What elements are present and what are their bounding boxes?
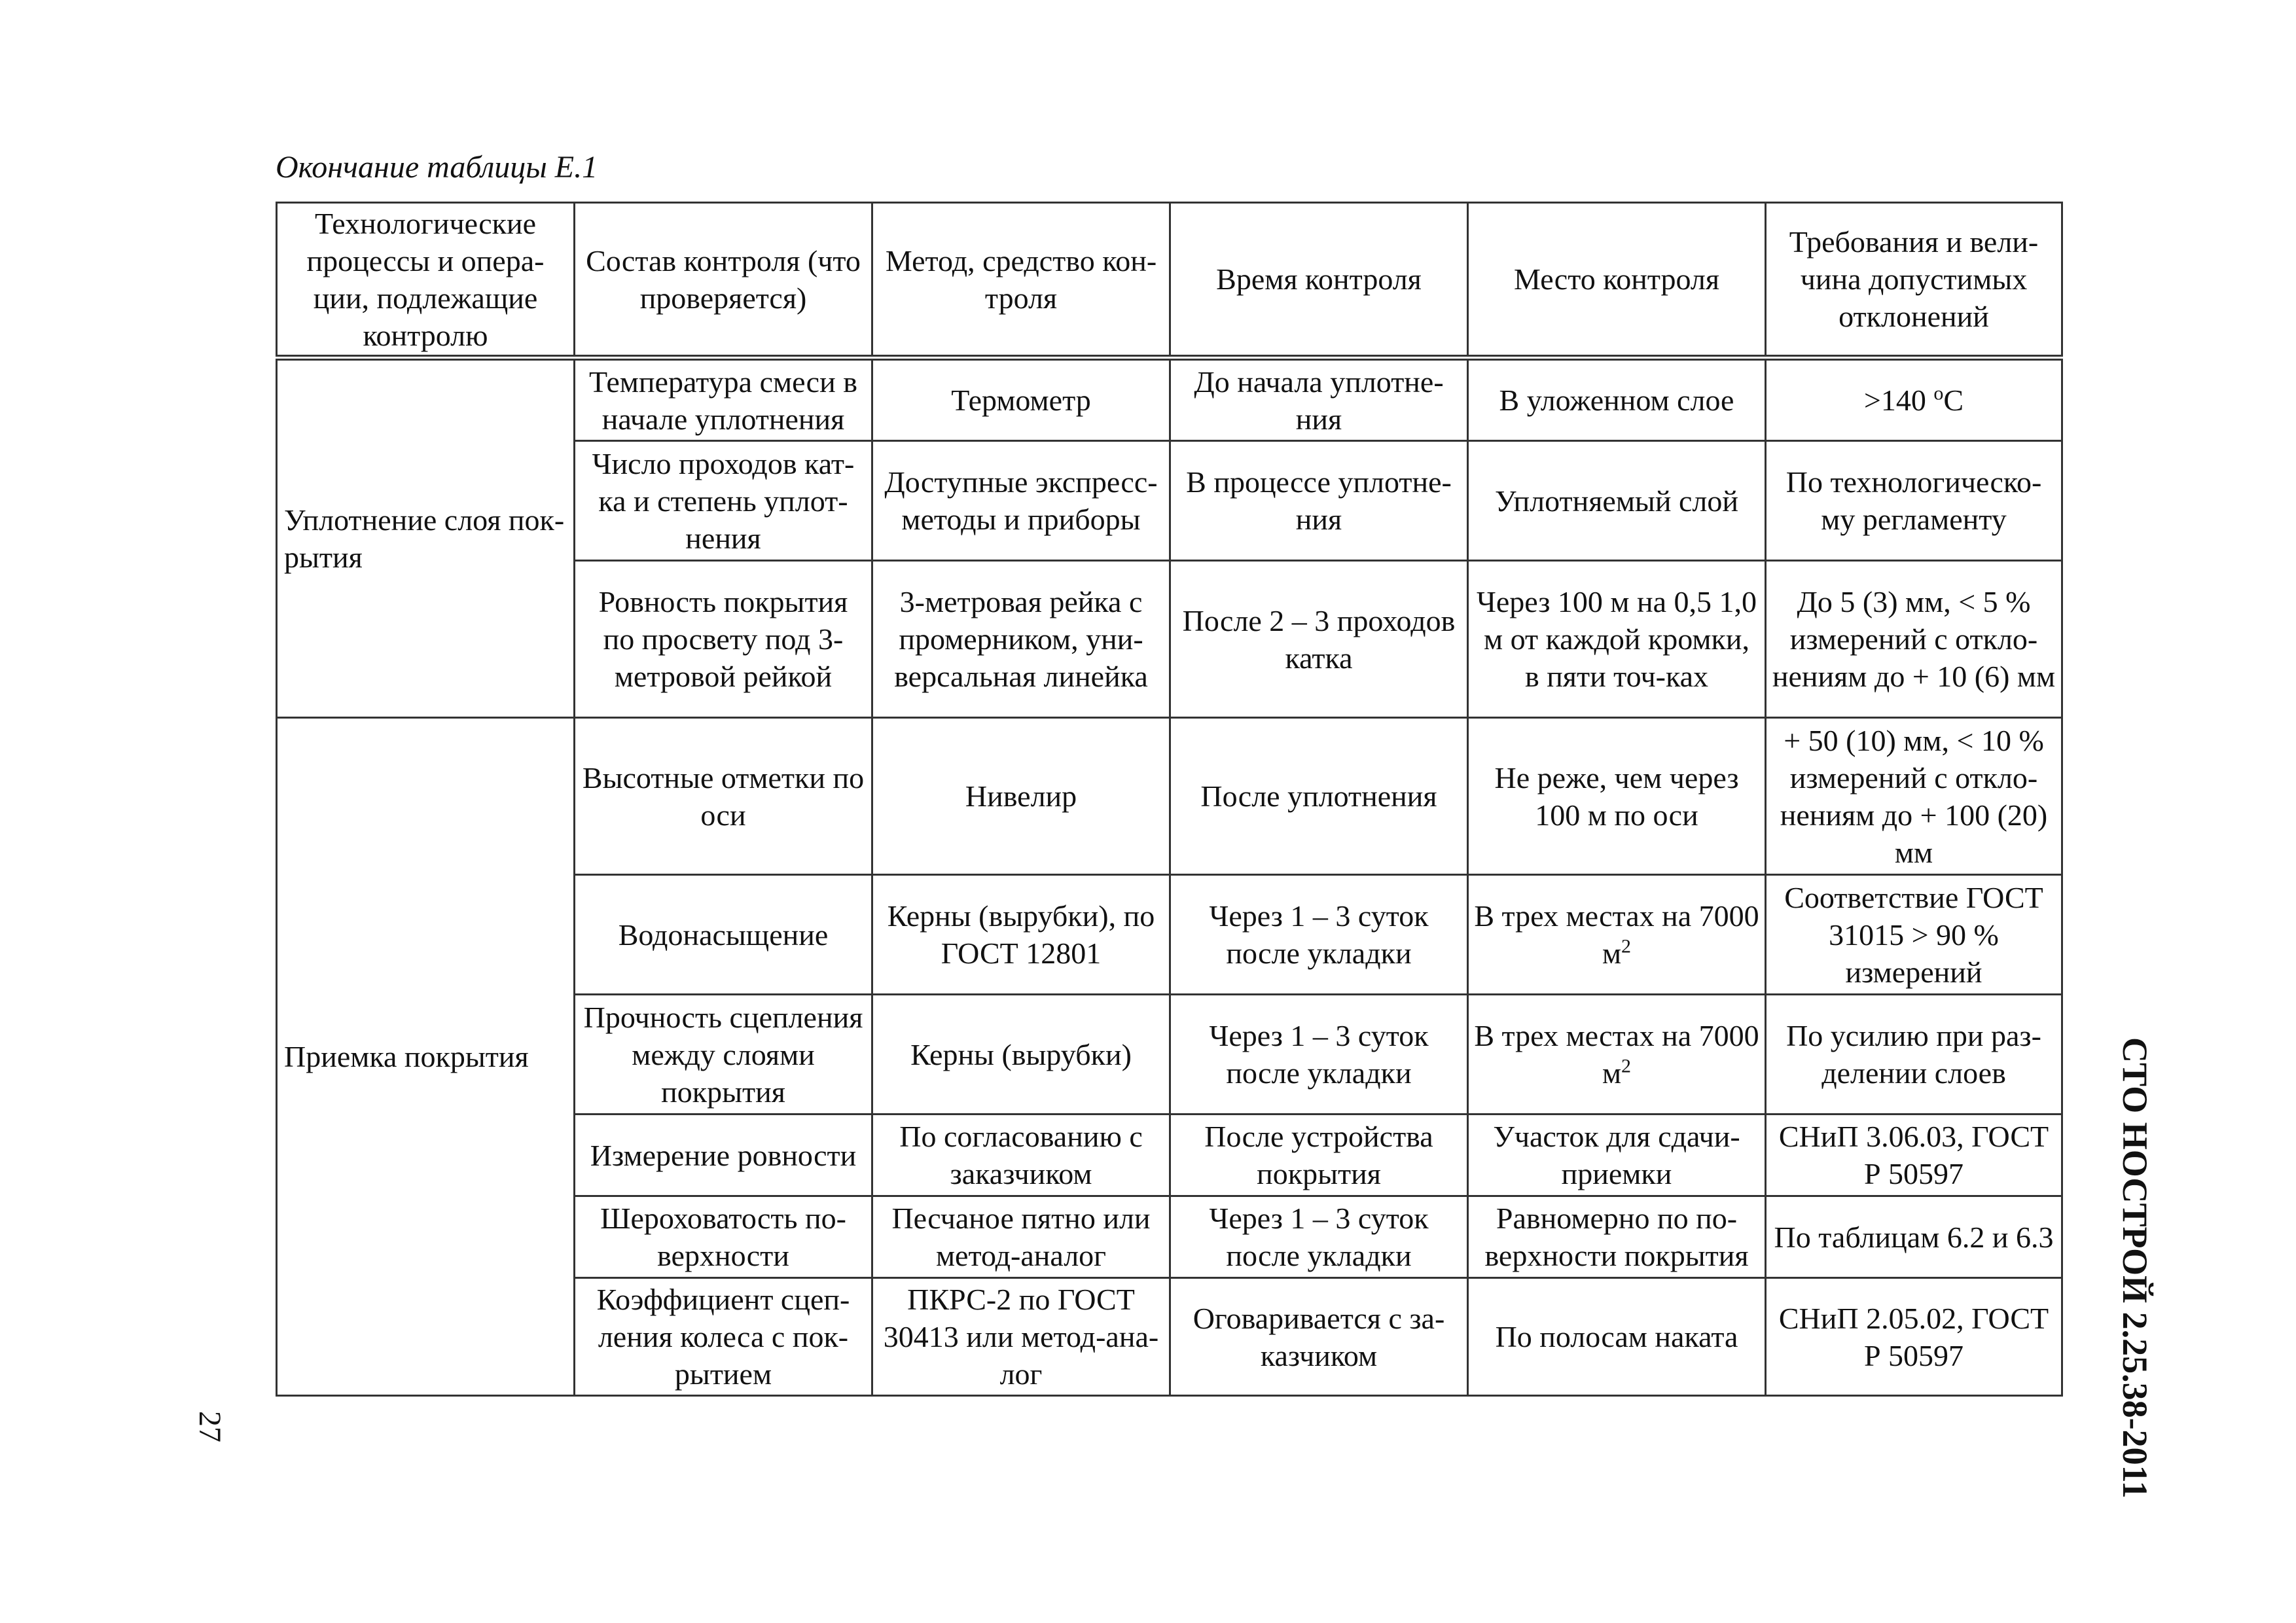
requirement-text: >140 [1863,383,1934,417]
requirement-cell [1766,358,2062,441]
time-cell: После 2 – 3 проходов катка [1170,561,1468,718]
time-cell: В процессе уплотне-ния [1170,441,1468,561]
method-cell: Керны (вырубки), по ГОСТ 12801 [872,875,1170,995]
requirement-cell: По таблицам 6.2 и 6.3 [1766,1196,2062,1278]
requirement-unit: С [1943,383,1964,417]
place-cell: Не реже, чем через 100 м по оси [1468,718,1766,875]
method-cell: Термометр [872,358,1170,441]
time-cell: Через 1 – 3 суток после укладки [1170,875,1468,995]
method-cell: Песчаное пятно или метод-аналог [872,1196,1170,1278]
what-cell: Шероховатость по-верхности [575,1196,872,1278]
control-table [276,202,2063,1397]
place-cell: Уплотняемый слой [1468,441,1766,561]
time-cell: Оговаривается с за-казчиком [1170,1278,1468,1396]
header-place: Место контроля [1468,203,1766,358]
header-row [277,203,2062,358]
requirement-cell: По усилию при раз-делении слоев [1766,995,2062,1115]
place-cell: В уложенном слое [1468,358,1766,441]
what-cell: Водонасыщение [575,875,872,995]
requirement-cell: По технологическо-му регламенту [1766,441,2062,561]
requirement-cell: Соответствие ГОСТ 31015 > 90 % измерений [1766,875,2062,995]
square-sup: 2 [1621,935,1632,957]
what-cell: Температура смеси в начале уплотнения [575,358,872,441]
method-cell: Нивелир [872,718,1170,875]
what-cell: Прочность сцепления между слоями покрытия [575,995,872,1115]
table-row [277,718,2062,875]
requirement-cell: До 5 (3) мм, < 5 % измерений с откло-нениям до + 10 (6) мм [1766,561,2062,718]
method-cell: Керны (вырубки) [872,995,1170,1115]
page-number-text: 27 [192,1411,227,1442]
time-cell: После устройства покрытия [1170,1115,1468,1196]
header-method: Метод, средство кон-троля [872,203,1170,358]
degree-sup: о [1933,382,1944,404]
method-cell: По согласованию с заказчиком [872,1115,1170,1196]
requirement-cell: СНиП 2.05.02, ГОСТ Р 50597 [1766,1278,2062,1396]
document-code [2109,1037,2161,1499]
place-cell: По полосам наката [1468,1278,1766,1396]
header-what: Состав контроля (что проверяется) [575,203,872,358]
method-cell: Доступные экспресс-методы и приборы [872,441,1170,561]
header-time: Время контроля [1170,203,1468,358]
header-process: Технологические процессы и опера-ции, подлежащие контролю [277,203,575,358]
what-cell: Высотные отметки по оси [575,718,872,875]
page-number [190,1404,229,1450]
requirement-cell: + 50 (10) мм, < 10 % измерений с откло-нениям до + 100 (20) мм [1766,718,2062,875]
place-cell: Равномерно по по-верхности покрытия [1468,1196,1766,1278]
place-text: В трех местах на 7000 м [1474,1019,1759,1090]
time-cell: Через 1 – 3 суток после укладки [1170,1196,1468,1278]
process-cell: Приемка покрытия [277,718,575,1396]
place-cell [1468,875,1766,995]
table-row [277,358,2062,441]
time-cell: Через 1 – 3 суток после укладки [1170,995,1468,1115]
requirement-cell: СНиП 3.06.03, ГОСТ Р 50597 [1766,1115,2062,1196]
what-cell: Ровность покрытия по просвету под 3-метровой рейкой [575,561,872,718]
square-sup: 2 [1621,1055,1632,1077]
what-cell: Число проходов кат-ка и степень уплот-нения [575,441,872,561]
method-cell: ПКРС-2 по ГОСТ 30413 или метод-ана-лог [872,1278,1170,1396]
table-caption: Окончание таблицы Е.1 [276,150,598,185]
method-cell: 3-метровая рейка с промерником, уни-версальная линейка [872,561,1170,718]
document-code-text: СТО НОСТРОЙ 2.25.38-2011 [2115,1037,2155,1499]
place-cell: Участок для сдачи-приемки [1468,1115,1766,1196]
header-requirements: Требования и вели-чина допустимых отклонений [1766,203,2062,358]
time-cell: После уплотнения [1170,718,1468,875]
place-cell [1468,995,1766,1115]
what-cell: Коэффициент сцеп-ления колеса с пок-рытием [575,1278,872,1396]
place-cell: Через 100 м на 0,5 1,0 м от каждой кромки, в пяти точ-ках [1468,561,1766,718]
process-cell: Уплотнение слоя пок-рытия [277,358,575,718]
what-cell: Измерение ровности [575,1115,872,1196]
time-cell: До начала уплотне-ния [1170,358,1468,441]
place-text: В трех местах на 7000 м [1474,899,1759,970]
